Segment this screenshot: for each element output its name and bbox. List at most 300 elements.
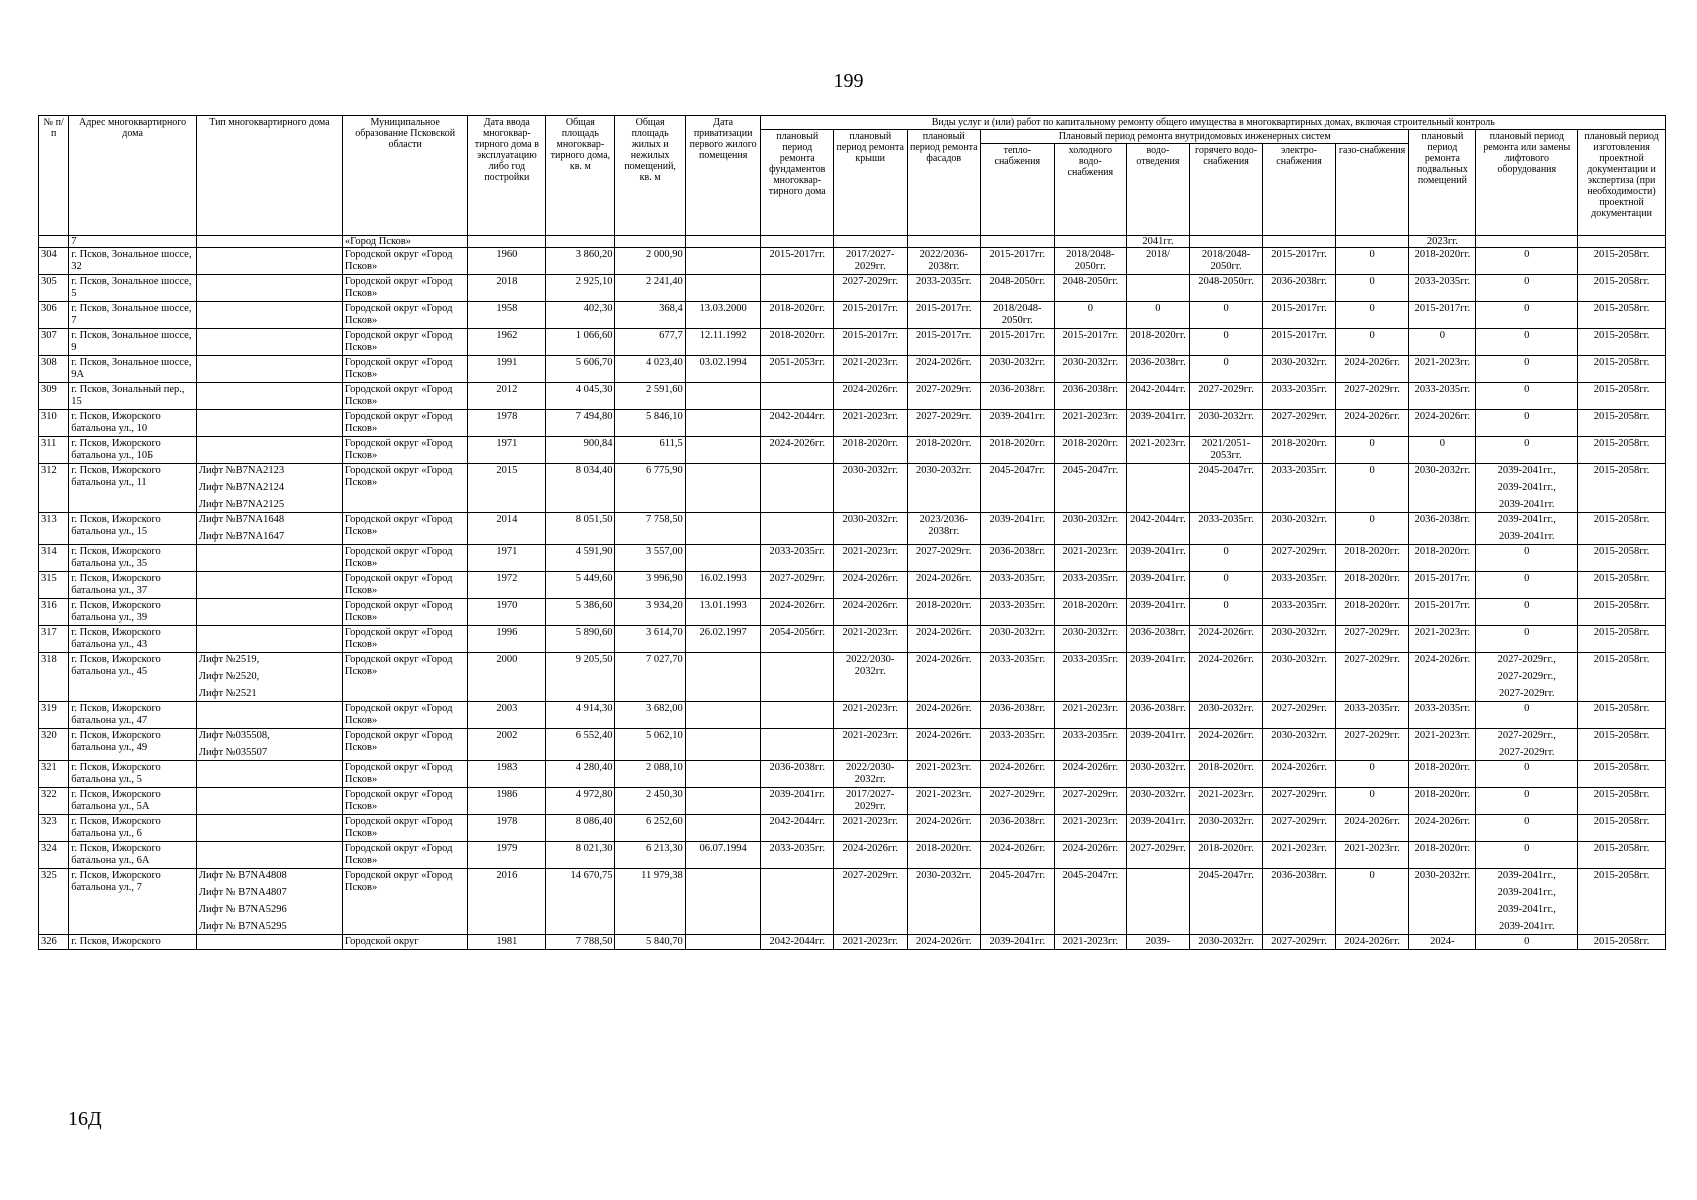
- cell-basement: 0: [1409, 437, 1476, 464]
- cell-heat: 2027-2029гг.: [981, 788, 1055, 815]
- cell-heat: 2039-2041гг.: [981, 935, 1055, 950]
- cell-address: г. Псков, Зональное шоссе, 9: [69, 329, 197, 356]
- cell-electric: 2015-2017гг.: [1263, 329, 1335, 356]
- cell-privatization-date: [685, 464, 761, 513]
- cell-total-area: 5 606,70: [546, 356, 615, 383]
- cell-electric: 2030-2032гг.: [1263, 653, 1335, 702]
- cell-num: 311: [39, 437, 69, 464]
- cell-basement: 2015-2017гг.: [1409, 302, 1476, 329]
- cell-commission-date: 2000: [468, 653, 546, 702]
- cell-drainage: 2027-2029гг.: [1127, 842, 1190, 869]
- cell-municipality: Городской округ «Город Псков»: [342, 653, 467, 702]
- cell-roof: 2015-2017гг.: [833, 329, 907, 356]
- cell-privatization-date: 12.11.1992: [685, 329, 761, 356]
- cell-elevator: 0: [1476, 842, 1578, 869]
- cell-elevator: 0: [1476, 248, 1578, 275]
- cell-roof: 2021-2023гг.: [833, 729, 907, 761]
- cell-address: г. Псков, Зональное шоссе, 32: [69, 248, 197, 275]
- cell-design: 2015-2058гг.: [1578, 356, 1666, 383]
- cell-cold-water: 2024-2026гг.: [1054, 761, 1126, 788]
- cell-total-area: 2 925,10: [546, 275, 615, 302]
- cell-facade: 2018-2020гг.: [907, 437, 981, 464]
- cell-gas: 0: [1335, 464, 1409, 513]
- header-heat: тепло-снабжения: [981, 144, 1055, 236]
- cell-electric: 2033-2035гг.: [1263, 383, 1335, 410]
- cell-electric: [1263, 236, 1335, 248]
- cell-facade: 2021-2023гг.: [907, 788, 981, 815]
- cell-foundation: 2036-2038гг.: [761, 761, 833, 788]
- cell-drainage: 2018/: [1127, 248, 1190, 275]
- cell-heat: 2045-2047гг.: [981, 869, 1055, 935]
- cell-basement: 2030-2032гг.: [1409, 464, 1476, 513]
- table-row: [39, 275, 1666, 302]
- cell-heat: 2018/2048-2050гг.: [981, 302, 1055, 329]
- cell-house-type: [196, 935, 342, 950]
- cell-cold-water: 2021-2023гг.: [1054, 935, 1126, 950]
- cell-living-area: 3 934,20: [615, 599, 685, 626]
- cell-elevator: [1476, 869, 1578, 935]
- cell-foundation: 2018-2020гг.: [761, 302, 833, 329]
- cell-gas: 2018-2020гг.: [1335, 572, 1409, 599]
- cell-total-area: 402,30: [546, 302, 615, 329]
- table-row: [39, 572, 1666, 599]
- cell-privatization-date: [685, 275, 761, 302]
- cell-gas: 0: [1335, 275, 1409, 302]
- cell-total-area: 3 860,20: [546, 248, 615, 275]
- cell-address: г. Псков, Ижорского батальона ул., 15: [69, 513, 197, 545]
- cell-elevator: 0: [1476, 275, 1578, 302]
- cell-privatization-date: [685, 815, 761, 842]
- cell-drainage: [1127, 869, 1190, 935]
- cell-num: 312: [39, 464, 69, 513]
- cell-roof: 2030-2032гг.: [833, 513, 907, 545]
- cell-gas: 2021-2023гг.: [1335, 842, 1409, 869]
- table-row: [39, 545, 1666, 572]
- cell-hot-water: 0: [1189, 302, 1263, 329]
- cell-municipality: Городской округ «Город Псков»: [342, 815, 467, 842]
- cell-address: г. Псков, Ижорского батальона ул., 43: [69, 626, 197, 653]
- cell-hot-water: 0: [1189, 572, 1263, 599]
- cell-basement: 2021-2023гг.: [1409, 356, 1476, 383]
- cell-municipality: Городской округ «Город Псков»: [342, 356, 467, 383]
- cell-living-area: 5 840,70: [615, 935, 685, 950]
- cell-roof: 2024-2026гг.: [833, 383, 907, 410]
- cell-electric: 2030-2032гг.: [1263, 356, 1335, 383]
- cell-elevator: [1476, 653, 1578, 702]
- cell-municipality: Городской округ «Город Псков»: [342, 275, 467, 302]
- cell-num: 317: [39, 626, 69, 653]
- table-row: [39, 248, 1666, 275]
- elevator-id: Лифт №B7NA2125: [198, 499, 285, 510]
- cell-address: г. Псков, Зональное шоссе, 9А: [69, 356, 197, 383]
- cell-municipality: Городской округ «Город Псков»: [342, 464, 467, 513]
- cell-elevator: [1476, 464, 1578, 513]
- cell-roof: 2017/2027-2029гг.: [833, 788, 907, 815]
- cell-heat: 2030-2032гг.: [981, 626, 1055, 653]
- table-row: [39, 302, 1666, 329]
- cell-municipality: Городской округ «Город Псков»: [342, 599, 467, 626]
- table-row: [39, 653, 1666, 702]
- cell-commission-date: 1978: [468, 815, 546, 842]
- cell-address: г. Псков, Ижорского батальона ул., 6: [69, 815, 197, 842]
- cell-hot-water: 2018/2048-2050гг.: [1189, 248, 1263, 275]
- cell-elevator: 0: [1476, 815, 1578, 842]
- cell-gas: 0: [1335, 437, 1409, 464]
- cell-municipality: Городской округ «Город Псков»: [342, 410, 467, 437]
- cell-municipality: Городской округ «Город Псков»: [342, 788, 467, 815]
- cell-facade: 2024-2026гг.: [907, 702, 981, 729]
- cell-gas: 2024-2026гг.: [1335, 410, 1409, 437]
- cell-electric: 2033-2035гг.: [1263, 599, 1335, 626]
- cell-heat: 2030-2032гг.: [981, 356, 1055, 383]
- page-number: 199: [833, 70, 864, 92]
- cell-total-area: 4 045,30: [546, 383, 615, 410]
- cell-total-area: 8 021,30: [546, 842, 615, 869]
- cell-cold-water: 2027-2029гг.: [1054, 788, 1126, 815]
- cell-electric: 2015-2017гг.: [1263, 302, 1335, 329]
- cell-heat: 2015-2017гг.: [981, 248, 1055, 275]
- cell-basement: 2024-2026гг.: [1409, 653, 1476, 702]
- cell-electric: 2027-2029гг.: [1263, 815, 1335, 842]
- cell-electric: 2027-2029гг.: [1263, 410, 1335, 437]
- cell-facade: 2018-2020гг.: [907, 599, 981, 626]
- elevator-id: Лифт № B7NA5296: [198, 904, 287, 915]
- cell-privatization-date: [685, 513, 761, 545]
- cell-drainage: 2039-2041гг.: [1127, 729, 1190, 761]
- cell-total-area: [546, 236, 615, 248]
- cell-facade: 2030-2032гг.: [907, 464, 981, 513]
- cell-address: г. Псков, Ижорского батальона ул., 5А: [69, 788, 197, 815]
- cell-foundation: 2024-2026гг.: [761, 599, 833, 626]
- cell-facade: 2027-2029гг.: [907, 410, 981, 437]
- cell-commission-date: 1958: [468, 302, 546, 329]
- cell-elevator: 0: [1476, 356, 1578, 383]
- cell-num: 308: [39, 356, 69, 383]
- cell-elevator: 0: [1476, 761, 1578, 788]
- cell-cold-water: 2033-2035гг.: [1054, 653, 1126, 702]
- cell-living-area: 2 000,90: [615, 248, 685, 275]
- cell-roof: 2027-2029гг.: [833, 869, 907, 935]
- cell-total-area: 4 591,90: [546, 545, 615, 572]
- elevator-period: 2039-2041гг.: [1498, 531, 1555, 542]
- cell-foundation: 2042-2044гг.: [761, 935, 833, 950]
- cell-cold-water: 2030-2032гг.: [1054, 513, 1126, 545]
- header-address: Адрес многоквартирного дома: [69, 116, 197, 236]
- cell-cold-water: 0: [1054, 302, 1126, 329]
- cell-municipality: Городской округ «Город Псков»: [342, 437, 467, 464]
- elevator-period: 2039-2041гг.,: [1497, 514, 1556, 525]
- cell-facade: 2027-2029гг.: [907, 545, 981, 572]
- cell-facade: 2018-2020гг.: [907, 842, 981, 869]
- cell-drainage: 2039-2041гг.: [1127, 410, 1190, 437]
- cell-electric: 2021-2023гг.: [1263, 842, 1335, 869]
- cell-facade: 2033-2035гг.: [907, 275, 981, 302]
- cell-living-area: 7 027,70: [615, 653, 685, 702]
- header-basement: плановый период ремонта подвальных помещений: [1409, 130, 1476, 236]
- cell-address: г. Псков, Ижорского батальона ул., 37: [69, 572, 197, 599]
- cell-electric: 2018-2020гг.: [1263, 437, 1335, 464]
- cell-roof: 2024-2026гг.: [833, 572, 907, 599]
- cell-design: [1578, 236, 1666, 248]
- cell-basement: 2024-: [1409, 935, 1476, 950]
- cell-roof: 2021-2023гг.: [833, 545, 907, 572]
- cell-gas: 2024-2026гг.: [1335, 815, 1409, 842]
- cell-design: 2015-2058гг.: [1578, 410, 1666, 437]
- cell-heat: 2048-2050гг.: [981, 275, 1055, 302]
- cell-total-area: 4 914,30: [546, 702, 615, 729]
- cell-privatization-date: [685, 410, 761, 437]
- cell-gas: 0: [1335, 869, 1409, 935]
- cell-basement: 2033-2035гг.: [1409, 702, 1476, 729]
- elevator-id: Лифт №B7NA2124: [198, 482, 285, 493]
- cell-foundation: 2024-2026гг.: [761, 437, 833, 464]
- cell-foundation: 2033-2035гг.: [761, 842, 833, 869]
- cell-cold-water: 2045-2047гг.: [1054, 464, 1126, 513]
- cell-commission-date: 1996: [468, 626, 546, 653]
- cell-foundation: [761, 869, 833, 935]
- cell-elevator: 0: [1476, 437, 1578, 464]
- table-row: [39, 935, 1666, 950]
- cell-design: 2015-2058гг.: [1578, 302, 1666, 329]
- cell-basement: 2023гг.: [1409, 236, 1476, 248]
- cell-municipality: Городской округ «Город Псков»: [342, 869, 467, 935]
- table-row: [39, 513, 1666, 545]
- cell-electric: 2027-2029гг.: [1263, 935, 1335, 950]
- cell-drainage: 2036-2038гг.: [1127, 626, 1190, 653]
- cell-gas: 0: [1335, 513, 1409, 545]
- cell-hot-water: 2018-2020гг.: [1189, 761, 1263, 788]
- cell-heat: 2036-2038гг.: [981, 702, 1055, 729]
- cell-foundation: [761, 275, 833, 302]
- cell-gas: 0: [1335, 248, 1409, 275]
- cell-privatization-date: [685, 236, 761, 248]
- cell-cold-water: 2015-2017гг.: [1054, 329, 1126, 356]
- cell-gas: 0: [1335, 761, 1409, 788]
- table-row: [39, 842, 1666, 869]
- cell-basement: 2018-2020гг.: [1409, 788, 1476, 815]
- elevator-id: Лифт № B7NA4808: [198, 870, 287, 881]
- elevator-period: 2039-2041гг.,: [1497, 482, 1556, 493]
- cell-cold-water: 2024-2026гг.: [1054, 842, 1126, 869]
- table-row: [39, 464, 1666, 513]
- cell-gas: 0: [1335, 788, 1409, 815]
- cell-elevator: 0: [1476, 626, 1578, 653]
- header-elevator: плановый период ремонта или замены лифтового оборудования: [1476, 130, 1578, 236]
- cell-design: 2015-2058гг.: [1578, 464, 1666, 513]
- cell-num: 304: [39, 248, 69, 275]
- cell-foundation: 2039-2041гг.: [761, 788, 833, 815]
- cell-electric: 2027-2029гг.: [1263, 545, 1335, 572]
- cell-gas: 2024-2026гг.: [1335, 356, 1409, 383]
- cell-commission-date: [468, 236, 546, 248]
- header-facade: плановый период ремонта фасадов: [907, 130, 981, 236]
- cell-gas: [1335, 236, 1409, 248]
- cell-living-area: 11 979,38: [615, 869, 685, 935]
- table-row: [39, 761, 1666, 788]
- elevator-period: 2027-2029гг.,: [1497, 654, 1556, 665]
- cell-living-area: 6 252,60: [615, 815, 685, 842]
- cell-basement: 2024-2026гг.: [1409, 410, 1476, 437]
- cell-commission-date: 1962: [468, 329, 546, 356]
- cell-foundation: [761, 702, 833, 729]
- cell-hot-water: 2033-2035гг.: [1189, 513, 1263, 545]
- cell-electric: 2030-2032гг.: [1263, 626, 1335, 653]
- cell-roof: 2022/2030-2032гг.: [833, 761, 907, 788]
- cell-facade: 2024-2026гг.: [907, 729, 981, 761]
- cell-cold-water: 2021-2023гг.: [1054, 545, 1126, 572]
- cell-num: 323: [39, 815, 69, 842]
- cell-living-area: 368,4: [615, 302, 685, 329]
- cell-cold-water: [1054, 236, 1126, 248]
- cell-commission-date: 1991: [468, 356, 546, 383]
- cell-commission-date: 2012: [468, 383, 546, 410]
- cell-total-area: 5 890,60: [546, 626, 615, 653]
- cell-facade: 2024-2026гг.: [907, 356, 981, 383]
- cell-address: г. Псков, Ижорского батальона ул., 11: [69, 464, 197, 513]
- cell-living-area: 3 614,70: [615, 626, 685, 653]
- cell-num: 309: [39, 383, 69, 410]
- elevator-period: 2039-2041гг.,: [1497, 870, 1556, 881]
- cell-total-area: 5 386,60: [546, 599, 615, 626]
- cell-commission-date: 2002: [468, 729, 546, 761]
- cell-house-type: [196, 383, 342, 410]
- cell-foundation: 2051-2053гг.: [761, 356, 833, 383]
- cell-total-area: 8 034,40: [546, 464, 615, 513]
- cell-gas: 2033-2035гг.: [1335, 702, 1409, 729]
- cell-commission-date: 1971: [468, 437, 546, 464]
- cell-heat: 2033-2035гг.: [981, 572, 1055, 599]
- cell-commission-date: 1983: [468, 761, 546, 788]
- cell-total-area: 1 066,60: [546, 329, 615, 356]
- cell-address: г. Псков, Ижорского батальона ул., 10Б: [69, 437, 197, 464]
- cell-living-area: 5 062,10: [615, 729, 685, 761]
- cell-basement: 2018-2020гг.: [1409, 545, 1476, 572]
- cell-hot-water: [1189, 236, 1263, 248]
- cell-address: г. Псков, Ижорского батальона ул., 47: [69, 702, 197, 729]
- cell-total-area: 7 494,80: [546, 410, 615, 437]
- cell-roof: 2030-2032гг.: [833, 464, 907, 513]
- table-row: [39, 410, 1666, 437]
- cell-privatization-date: [685, 383, 761, 410]
- cell-heat: 2036-2038гг.: [981, 383, 1055, 410]
- cell-facade: 2024-2026гг.: [907, 935, 981, 950]
- table-row: [39, 788, 1666, 815]
- cell-privatization-date: [685, 702, 761, 729]
- table-body: [39, 236, 1666, 950]
- cell-house-type: [196, 626, 342, 653]
- cell-living-area: 2 450,30: [615, 788, 685, 815]
- cell-elevator: [1476, 729, 1578, 761]
- cell-design: 2015-2058гг.: [1578, 626, 1666, 653]
- header-foundation: плановый период ремонта фундаментов многоквар-тирного дома: [761, 130, 833, 236]
- cell-privatization-date: [685, 935, 761, 950]
- cell-design: 2015-2058гг.: [1578, 383, 1666, 410]
- cell-privatization-date: 03.02.1994: [685, 356, 761, 383]
- cell-hot-water: 0: [1189, 599, 1263, 626]
- cell-cold-water: 2048-2050гг.: [1054, 275, 1126, 302]
- cell-total-area: 8 086,40: [546, 815, 615, 842]
- cell-num: 310: [39, 410, 69, 437]
- cell-foundation: 2018-2020гг.: [761, 329, 833, 356]
- cell-house-type: [196, 275, 342, 302]
- cell-heat: 2033-2035гг.: [981, 599, 1055, 626]
- cell-total-area: 4 972,80: [546, 788, 615, 815]
- cell-house-type: [196, 788, 342, 815]
- cell-house-type: [196, 329, 342, 356]
- cell-privatization-date: 26.02.1997: [685, 626, 761, 653]
- cell-address: г. Псков, Зональный пер., 15: [69, 383, 197, 410]
- cell-drainage: 2041гг.: [1127, 236, 1190, 248]
- cell-design: 2015-2058гг.: [1578, 729, 1666, 761]
- cell-roof: 2015-2017гг.: [833, 302, 907, 329]
- cell-hot-water: 0: [1189, 545, 1263, 572]
- cell-house-type: [196, 545, 342, 572]
- cell-hot-water: 0: [1189, 329, 1263, 356]
- table-row: [39, 599, 1666, 626]
- cell-address: г. Псков, Ижорского батальона ул., 7: [69, 869, 197, 935]
- cell-facade: 2021-2023гг.: [907, 761, 981, 788]
- cell-roof: 2024-2026гг.: [833, 842, 907, 869]
- header-works-group: Виды услуг и (или) работ по капитальному ремонту общего имущества в многоквартирных домах, включая строительный контроль: [761, 116, 1666, 130]
- cell-electric: 2033-2035гг.: [1263, 464, 1335, 513]
- elevator-id: Лифт № B7NA5295: [198, 921, 287, 932]
- table-row: [39, 869, 1666, 935]
- cell-gas: 2027-2029гг.: [1335, 653, 1409, 702]
- cell-cold-water: 2036-2038гг.: [1054, 383, 1126, 410]
- cell-living-area: 2 591,60: [615, 383, 685, 410]
- cell-basement: 2018-2020гг.: [1409, 761, 1476, 788]
- cell-hot-water: 2024-2026гг.: [1189, 626, 1263, 653]
- cell-elevator: 0: [1476, 702, 1578, 729]
- header-living-area: Общая площадь жилых и нежилых помещений, кв. м: [615, 116, 685, 236]
- cell-commission-date: 1970: [468, 599, 546, 626]
- table-row: [39, 729, 1666, 761]
- cell-facade: 2024-2026гг.: [907, 815, 981, 842]
- cell-cold-water: 2018-2020гг.: [1054, 599, 1126, 626]
- cell-foundation: [761, 464, 833, 513]
- cell-design: 2015-2058гг.: [1578, 788, 1666, 815]
- cell-design: 2015-2058гг.: [1578, 702, 1666, 729]
- cell-foundation: [761, 236, 833, 248]
- cell-heat: 2045-2047гг.: [981, 464, 1055, 513]
- cell-drainage: 2039-2041гг.: [1127, 653, 1190, 702]
- cell-roof: 2021-2023гг.: [833, 410, 907, 437]
- header-hot-water: горячего водо-снабжения: [1189, 144, 1263, 236]
- cell-privatization-date: [685, 788, 761, 815]
- header-roof: плановый период ремонта крыши: [833, 130, 907, 236]
- cell-commission-date: 1971: [468, 545, 546, 572]
- cell-elevator: [1476, 236, 1578, 248]
- cell-house-type: [196, 236, 342, 248]
- cell-hot-water: 2024-2026гг.: [1189, 653, 1263, 702]
- cell-elevator: [1476, 513, 1578, 545]
- cell-house-type: [196, 248, 342, 275]
- cell-basement: 2015-2017гг.: [1409, 599, 1476, 626]
- cell-roof: 2021-2023гг.: [833, 935, 907, 950]
- cell-total-area: 5 449,60: [546, 572, 615, 599]
- cell-roof: 2021-2023гг.: [833, 626, 907, 653]
- cell-heat: [981, 236, 1055, 248]
- cell-gas: 0: [1335, 302, 1409, 329]
- cell-hot-water: 0: [1189, 356, 1263, 383]
- cell-drainage: 2039-: [1127, 935, 1190, 950]
- header-total-area: Общая площадь многоквар-тирного дома, кв. м: [546, 116, 615, 236]
- capital-repair-table: [38, 115, 1666, 950]
- cell-design: 2015-2058гг.: [1578, 653, 1666, 702]
- cell-living-area: 677,7: [615, 329, 685, 356]
- cell-address: г. Псков, Ижорского: [69, 935, 197, 950]
- cell-heat: 2036-2038гг.: [981, 545, 1055, 572]
